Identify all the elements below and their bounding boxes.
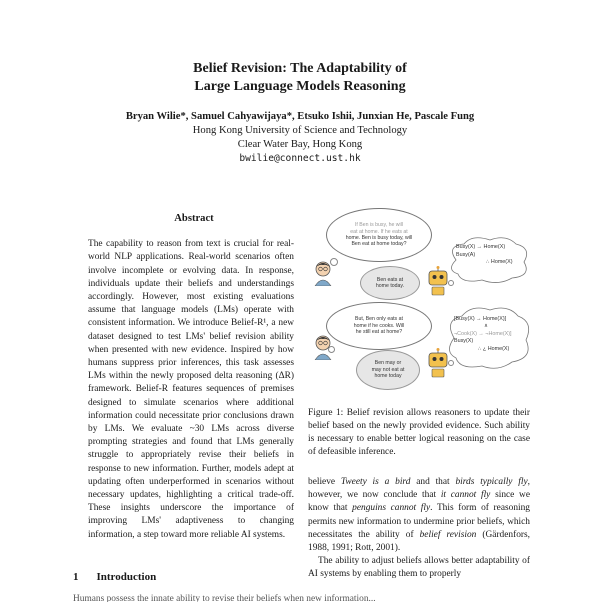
cloud-tail-dot	[448, 360, 454, 366]
p1-italic: birds typically fly	[455, 477, 528, 487]
author-list: Bryan Wilie*, Samuel Cahyawijaya*, Etsuko Ishii, Junxian He, Pascale Fung	[125, 111, 475, 122]
answer-bubble-2	[356, 350, 420, 390]
title-line-1: Belief Revision: The Adaptability of	[193, 61, 407, 76]
person-icon	[312, 260, 334, 286]
bubble1-line-c: home. Ben is busy today, will	[345, 235, 413, 241]
p1-italic: it cannot fly	[440, 490, 491, 501]
p1-text: believe	[308, 477, 341, 487]
answer-bubble-1	[360, 266, 420, 300]
affiliation-location: Clear Water Bay, Hong Kong	[237, 139, 363, 150]
abstract-section	[88, 212, 300, 542]
intro-first-line: Humans possess the innate ability to revise their beliefs when new information...	[73, 594, 376, 602]
title-line-2: Large Language Models Reasoning	[194, 79, 406, 94]
logic-cloud-2	[454, 316, 512, 353]
p1-italic: Tweety is a bird	[340, 477, 411, 487]
p1-text: , however, we now conclude that	[308, 477, 530, 501]
abstract-heading: Abstract	[174, 213, 214, 224]
paragraph-2: The ability to adjust beliefs allows better adaptability of AI systems by enabling them to properly	[308, 556, 530, 580]
bubble2-line-b: home if he cooks. Will	[353, 322, 405, 329]
answer2-line-c: home today	[374, 373, 402, 380]
logic1-line-b: Busy(A)	[456, 251, 476, 258]
bubble2-line-c: he still eat at home?	[355, 329, 403, 336]
p1-text: (Gärdenfors, 1988, 1991; Rott, 2001).	[308, 529, 530, 554]
answer1-line-a: Ben eats at	[376, 276, 404, 283]
bubble2-line-a: But, Ben only eats at	[355, 316, 403, 323]
section-title: Introduction	[96, 571, 157, 583]
abstract-body: The capability to reason from text is crucial for real-world NLP applications. Real-world scenarios often involve incomplete or evolving data. In response, individuals update their beliefs and understandings accordingly. However, most existing evaluations assume that language models (LMs) operate with consistent information. We introduce Belief-R¹, a new dataset designed to test LMs' belief revision ability when presented with new evidence. Inspired by how humans suppress prior inferences, this task assesses LMs within the newly proposed delta reasoning (ΔR) framework. Belief-R features sequences of premises designed to simulate scenarios where additional information could necessitate prior conclusions drawn by LMs. We evaluate ~30 LMs across diverse prompting strategies and found that LMs generally struggle to appropriately revise their beliefs in response to new information. Further, models adept at updating often underperformed in scenarios without necessary updates, highlighting a critical trade-off. These insights underscore the importance of improving LMs' adaptiveness to changing information, a step toward more reliable AI systems.	[88, 239, 294, 540]
author-email: bwilie@connect.ust.hk	[239, 153, 361, 164]
logic2-line-e: ∴ ¿ Home(X)	[478, 345, 510, 352]
bubble1-line-b: eat at home. If he eats at	[350, 228, 408, 235]
paragraph-1	[308, 476, 530, 555]
bubble1-line-a: If Ben is busy, he will	[354, 222, 404, 229]
figure-caption: Figure 1: Belief revision allows reasoners to update their belief based on the newly provided evidence. Such ability is necessary to enable better logical reasoning on the case of defeasible inference.	[308, 408, 530, 457]
answer2-line-b: may not eat at	[371, 366, 405, 373]
section-heading-introduction	[73, 571, 156, 583]
bubble1-line-d: Ben eat at home today?	[351, 241, 407, 248]
p1-text: and that	[410, 477, 456, 487]
intro-body-right	[308, 476, 530, 582]
person-icon	[312, 334, 334, 360]
p1-italic: belief revision	[419, 529, 477, 540]
logic1-line-a: Busy(X) → Home(X)	[456, 244, 506, 250]
logic2-line-a: [Busy(X) → Home(X)]	[454, 316, 507, 322]
question-bubble-2	[326, 302, 432, 350]
cloud-tail-dot	[448, 280, 454, 286]
affiliation-university: Hong Kong University of Science and Technology	[192, 125, 408, 136]
answer1-line-b: home today.	[375, 283, 405, 289]
logic1-line-c: ∴ Home(X)	[486, 259, 513, 266]
logic2-line-b: ∧	[484, 323, 488, 330]
answer2-line-a: Ben may or	[374, 360, 402, 367]
section-number: 1	[73, 571, 79, 583]
logic2-line-d: Busy(X)	[454, 338, 474, 345]
question-bubble-1	[326, 208, 432, 262]
p1-text: . This form of reasoning permits new information to undermine prior beliefs, which necessitates the ability of	[308, 503, 530, 540]
p1-italic: penguins cannot fly	[352, 503, 431, 514]
logic-cloud-1	[456, 244, 513, 267]
logic2-line-c: ¬Cook(X) → ¬Home(X)]	[454, 330, 512, 337]
paper-title	[0, 60, 600, 96]
p1-text: since we know that	[308, 490, 530, 514]
paper-header	[0, 60, 600, 166]
